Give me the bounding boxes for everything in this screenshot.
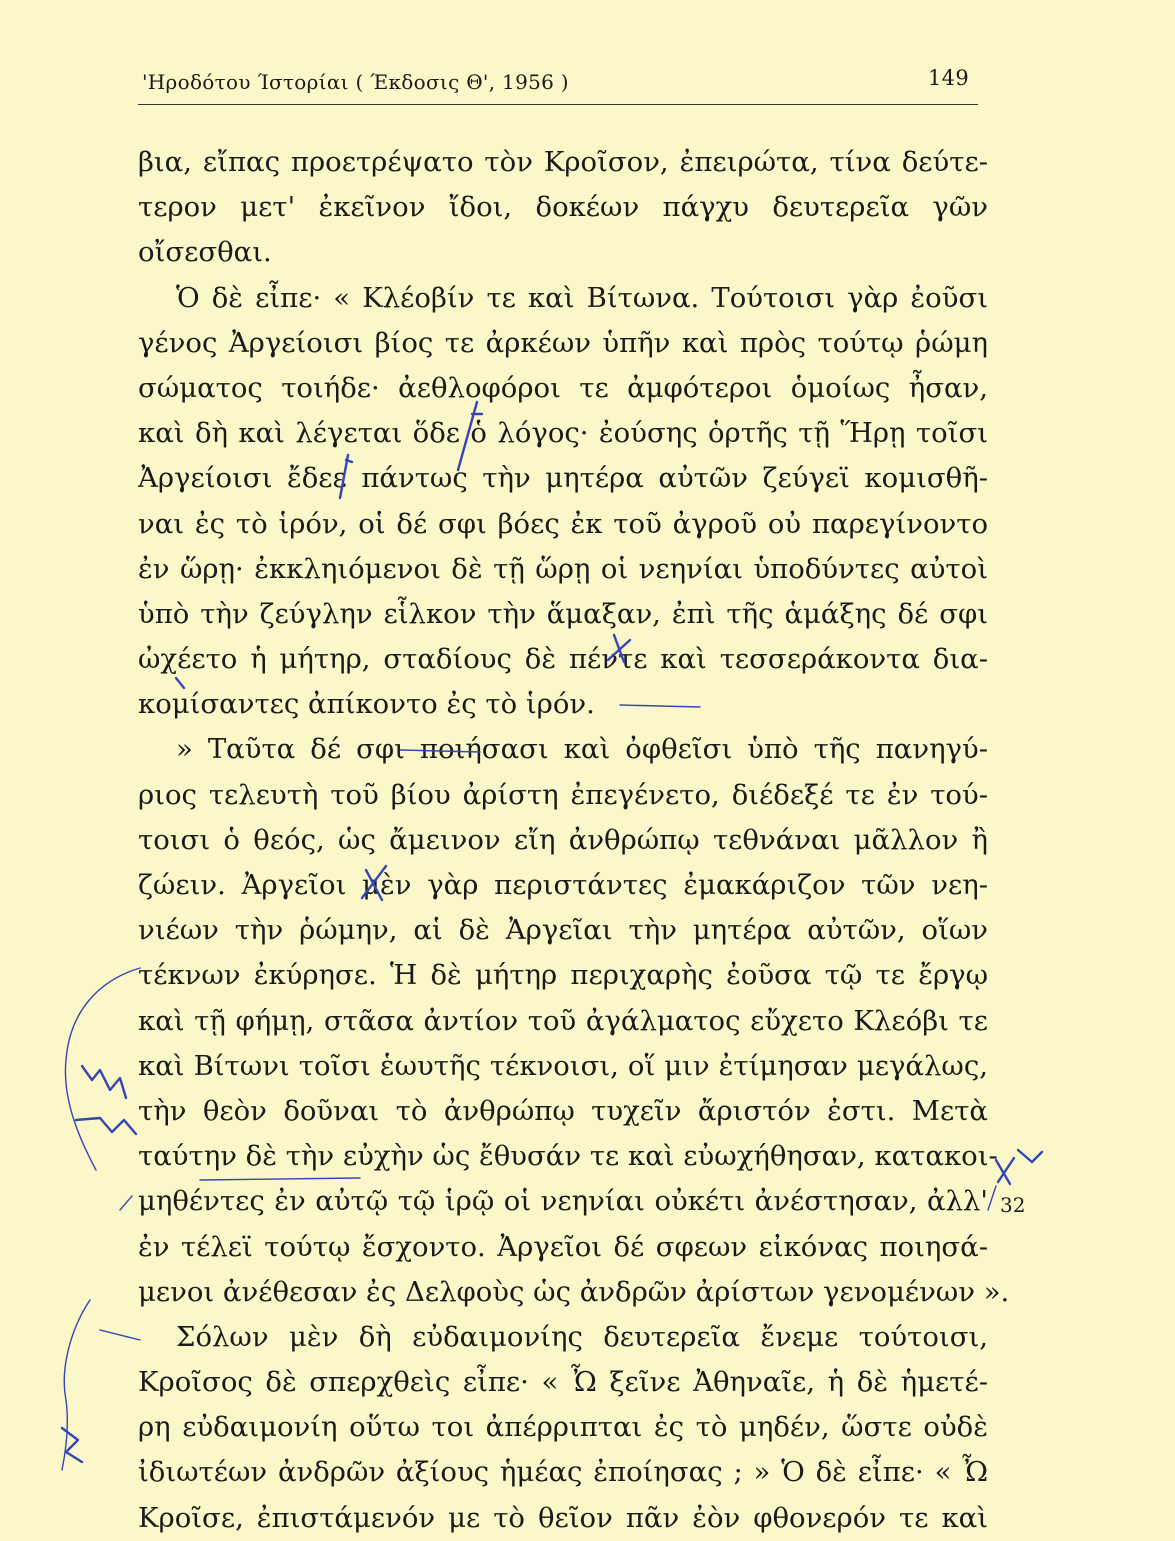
text-line: μηθέντες ἐν αὐτῷ τῷ ἱρῷ οἱ νεηνίαι οὐκέτι ἀνέστησαν, ἀλλ' — [138, 1185, 988, 1218]
text-line: μενοι ἀνέθεσαν ἐς Δελφοὺς ὡς ἀνδρῶν ἀρίστων γενομένων ». — [138, 1275, 1010, 1308]
page-number: 149 — [928, 66, 969, 90]
text-line: καὶ Βίτωνι τοῖσι ἑωυτῆς τέκνοισι, οἵ μιν ἐτίμησαν μεγάλως, — [138, 1049, 988, 1082]
text-line: γένος Ἀργείοισι βίος τε ἀρκέων ὑπῆν καὶ πρὸς τούτῳ ῥώμη — [138, 326, 988, 359]
text-line: καὶ τῇ φήμῃ, στᾶσα ἀντίον τοῦ ἀγάλματος εὔχετο Κλεόβι τε — [138, 1004, 988, 1037]
text-line: ναι ἐς τὸ ἱρόν, οἱ δέ σφι βόες ἐκ τοῦ ἀγροῦ οὐ παρεγίνοντο — [138, 507, 988, 540]
text-line: τοισι ὁ θεός, ὡς ἄμεινον εἴη ἀνθρώπῳ τεθνάναι μᾶλλον ἢ — [138, 823, 988, 856]
text-line: οἴσεσθαι. — [138, 236, 272, 269]
margin-sketch — [76, 1118, 136, 1134]
text-line: Ὁ δὲ εἶπε· « Κλέοβίν τε καὶ Βίτωνα. Τούτοισι γὰρ ἐοῦσι — [176, 281, 988, 314]
margin-sketch — [82, 1066, 126, 1098]
text-line: βια, εἴπας προετρέψατο τὸν Κροῖσον, ἐπειρώτα, τίνα δεύτε- — [138, 146, 988, 178]
text-line: κομίσαντες ἀπίκοντο ἐς τὸ ἱρόν. — [138, 688, 595, 721]
tick-mark — [1018, 1150, 1042, 1162]
margin-line — [988, 1186, 996, 1210]
margin-sketch — [62, 1428, 82, 1462]
text-line: τερον μετ' ἐκεῖνον ἴδοι, δοκέων πάγχυ δευτερεῖα γῶν — [138, 191, 988, 224]
running-title: 'Ηροδότου Ίστορίαι ( Έκδοσις Θ', 1956 ) — [142, 70, 569, 94]
text-line: ριος τελευτὴ τοῦ βίου ἀρίστη ἐπεγένετο, διέδεξέ τε ἐν τού- — [138, 778, 988, 811]
text-line: τέκνων ἐκύρησε. Ἡ δὲ μήτηρ περιχαρὴς ἐοῦσα τῷ τε ἔργῳ — [138, 959, 988, 992]
x-mark — [996, 1158, 1014, 1184]
text-line: ταύτην δὲ τὴν εὐχὴν ὡς ἔθυσάν τε καὶ εὐωχήθησαν, κατακοι- — [138, 1140, 998, 1173]
text-line: » Ταῦτα δέ σφι ποιήσασι καὶ ὀφθεῖσι ὑπὸ τῆς πανηγύ- — [176, 733, 988, 766]
margin-sketch — [62, 1300, 90, 1470]
text-line: ἐν ὥρῃ· ἐκκληιόμενοι δὲ τῇ ὥρῃ οἱ νεηνίαι ὑποδύντες αὐτοὶ — [138, 552, 988, 585]
margin-sketch — [65, 968, 140, 1170]
text-line: ὠχέετο ἡ μήτηρ, σταδίους δὲ πέντε καὶ τεσσεράκοντα δια- — [138, 643, 988, 676]
text-line: ρη εὐδαιμονίη οὕτω τοι ἀπέρριπται ἐς τὸ μηδέν, ὥστε οὐδὲ — [138, 1411, 988, 1444]
text-line: ζώειν. Ἀργεῖοι μὲν γὰρ περιστάντες ἐμακάριζον τῶν νεη- — [138, 869, 988, 901]
text-line: σώματος τοιήδε· ἀεθλοφόροι τε ἀμφότεροι ὁμοίως ἦσαν, — [138, 371, 988, 404]
margin-sketch — [120, 1196, 132, 1210]
text-line: ἰδιωτέων ἀνδρῶν ἀξίους ἡμέας ἐποίησας ; » Ὁ δὲ εἶπε· « Ὦ — [138, 1456, 988, 1489]
body-text — [138, 140, 1010, 1541]
text-line: Κροῖσος δὲ σπερχθεὶς εἶπε· « Ὦ ξεῖνε Ἀθηναῖε, ἡ δὲ ἡμετέ- — [138, 1366, 988, 1399]
chapter-margin-number: 32 — [1000, 1193, 1026, 1217]
margin-sketch — [100, 1330, 140, 1340]
text-line: ἐν τέλεϊ τούτῳ ἔσχοντο. Ἀργεῖοι δέ σφεων εἰκόνας ποιησά- — [138, 1230, 988, 1263]
text-line: Κροῖσε, ἐπιστάμενόν με τὸ θεῖον πᾶν ἐὸν φθονερόν τε καὶ — [138, 1501, 988, 1534]
header-rule — [138, 104, 978, 105]
text-line: νιέων τὴν ῥώμην, αἱ δὲ Ἀργεῖαι τὴν μητέρα αὐτῶν, οἵων — [138, 914, 988, 947]
text-line: ὑπὸ τὴν ζεύγλην εἷλκον τὴν ἅμαξαν, ἐπὶ τῆς ἁμάξης δέ σφι — [138, 597, 988, 630]
text-line: Ἀργείοισι ἔδεε πάντως τὴν μητέρα αὐτῶν ζεύγεϊ κομισθῆ- — [138, 462, 988, 495]
text-line: καὶ δὴ καὶ λέγεται ὅδε ὁ λόγος· ἐούσης ὁρτῆς τῇ Ἥρῃ τοῖσι — [138, 417, 988, 450]
text-line: Σόλων μὲν δὴ εὐδαιμονίης δευτερεῖα ἔνεμε τούτοισι, — [176, 1320, 988, 1353]
text-line: τὴν θεὸν δοῦναι τὸ ἀνθρώπῳ τυχεῖν ἄριστόν ἐστι. Μετὰ — [138, 1094, 988, 1127]
